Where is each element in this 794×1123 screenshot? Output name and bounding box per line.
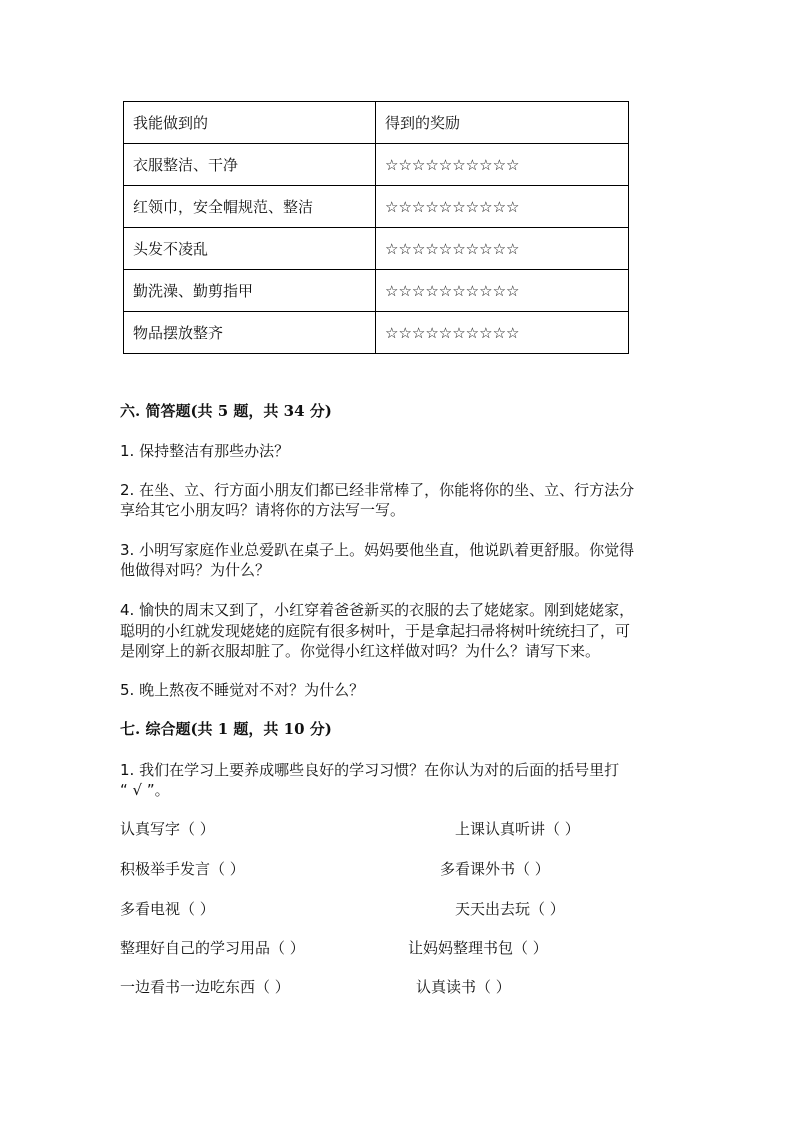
star-rating-cell: ☆☆☆☆☆☆☆☆☆☆ [376, 270, 629, 312]
habit-option[interactable]: 一边看书一边吃东西（ ） [120, 978, 290, 996]
star-rating-cell: ☆☆☆☆☆☆☆☆☆☆ [376, 228, 629, 270]
question-6-4-line1: 4. 愉快的周末又到了，小红穿着爸爸新买的衣服的去了姥姥家。刚到姥姥家， [120, 601, 635, 619]
habit-option[interactable]: 多看电视（ ） [120, 900, 215, 918]
section-6-title: 六. 简答题(共 5 题，共 34 分) [120, 402, 332, 420]
behavior-cell: 勤洗澡、勤剪指甲 [124, 270, 376, 312]
question-6-4-line3: 是刚穿上的新衣服却脏了。你觉得小红这样做对吗？为什么？请写下来。 [120, 642, 601, 660]
table-row [124, 186, 629, 228]
question-6-3-line2: 他做得对吗？为什么？ [120, 561, 271, 579]
question-6-5: 5. 晚上熬夜不睡觉对不对？为什么？ [120, 681, 365, 699]
behavior-cell: 物品摆放整齐 [124, 312, 376, 354]
star-rating-cell: ☆☆☆☆☆☆☆☆☆☆ [376, 186, 629, 228]
question-6-3-line1: 3. 小明写家庭作业总爱趴在桌子上。妈妈要他坐直，他说趴着更舒服。你觉得 [120, 541, 635, 559]
star-rating-cell: ☆☆☆☆☆☆☆☆☆☆ [376, 312, 629, 354]
reward-table [123, 101, 629, 354]
habit-option[interactable]: 让妈妈整理书包（ ） [408, 939, 548, 957]
habit-option[interactable]: 认真读书（ ） [416, 978, 511, 996]
question-6-4-line2: 聪明的小红就发现姥姥的庭院有很多树叶，于是拿起扫帚将树叶统统扫了，可 [120, 622, 631, 640]
table-header-cell: 得到的奖励 [376, 102, 629, 144]
question-6-2-line1: 2. 在坐、立、行方面小朋友们都已经非常棒了，你能将你的坐、立、行方法分 [120, 481, 635, 499]
table-header-row [124, 102, 629, 144]
section-7-title: 七. 综合题(共 1 题，共 10 分) [120, 720, 332, 738]
star-rating-cell: ☆☆☆☆☆☆☆☆☆☆ [376, 144, 629, 186]
table-row [124, 144, 629, 186]
habit-option[interactable]: 天天出去玩（ ） [455, 900, 565, 918]
habit-option[interactable]: 整理好自己的学习用品（ ） [120, 939, 305, 957]
table-row [124, 270, 629, 312]
behavior-cell: 头发不凌乱 [124, 228, 376, 270]
habit-option[interactable]: 积极举手发言（ ） [120, 860, 245, 878]
table-row [124, 228, 629, 270]
question-6-2-line2: 享给其它小朋友吗？请将你的方法写一写。 [120, 501, 406, 519]
question-7-1-line2: “ √ ”。 [120, 781, 170, 799]
question-6-1: 1. 保持整洁有那些办法？ [120, 442, 290, 460]
behavior-cell: 衣服整洁、干净 [124, 144, 376, 186]
habit-option[interactable]: 认真写字（ ） [120, 820, 215, 838]
table-row [124, 312, 629, 354]
table-header-cell: 我能做到的 [124, 102, 376, 144]
habit-option[interactable]: 多看课外书（ ） [440, 860, 550, 878]
question-7-1-line1: 1. 我们在学习上要养成哪些良好的学习习惯？在你认为对的后面的括号里打 [120, 761, 620, 779]
habit-option[interactable]: 上课认真听讲（ ） [455, 820, 580, 838]
behavior-cell: 红领巾，安全帽规范、整洁 [124, 186, 376, 228]
